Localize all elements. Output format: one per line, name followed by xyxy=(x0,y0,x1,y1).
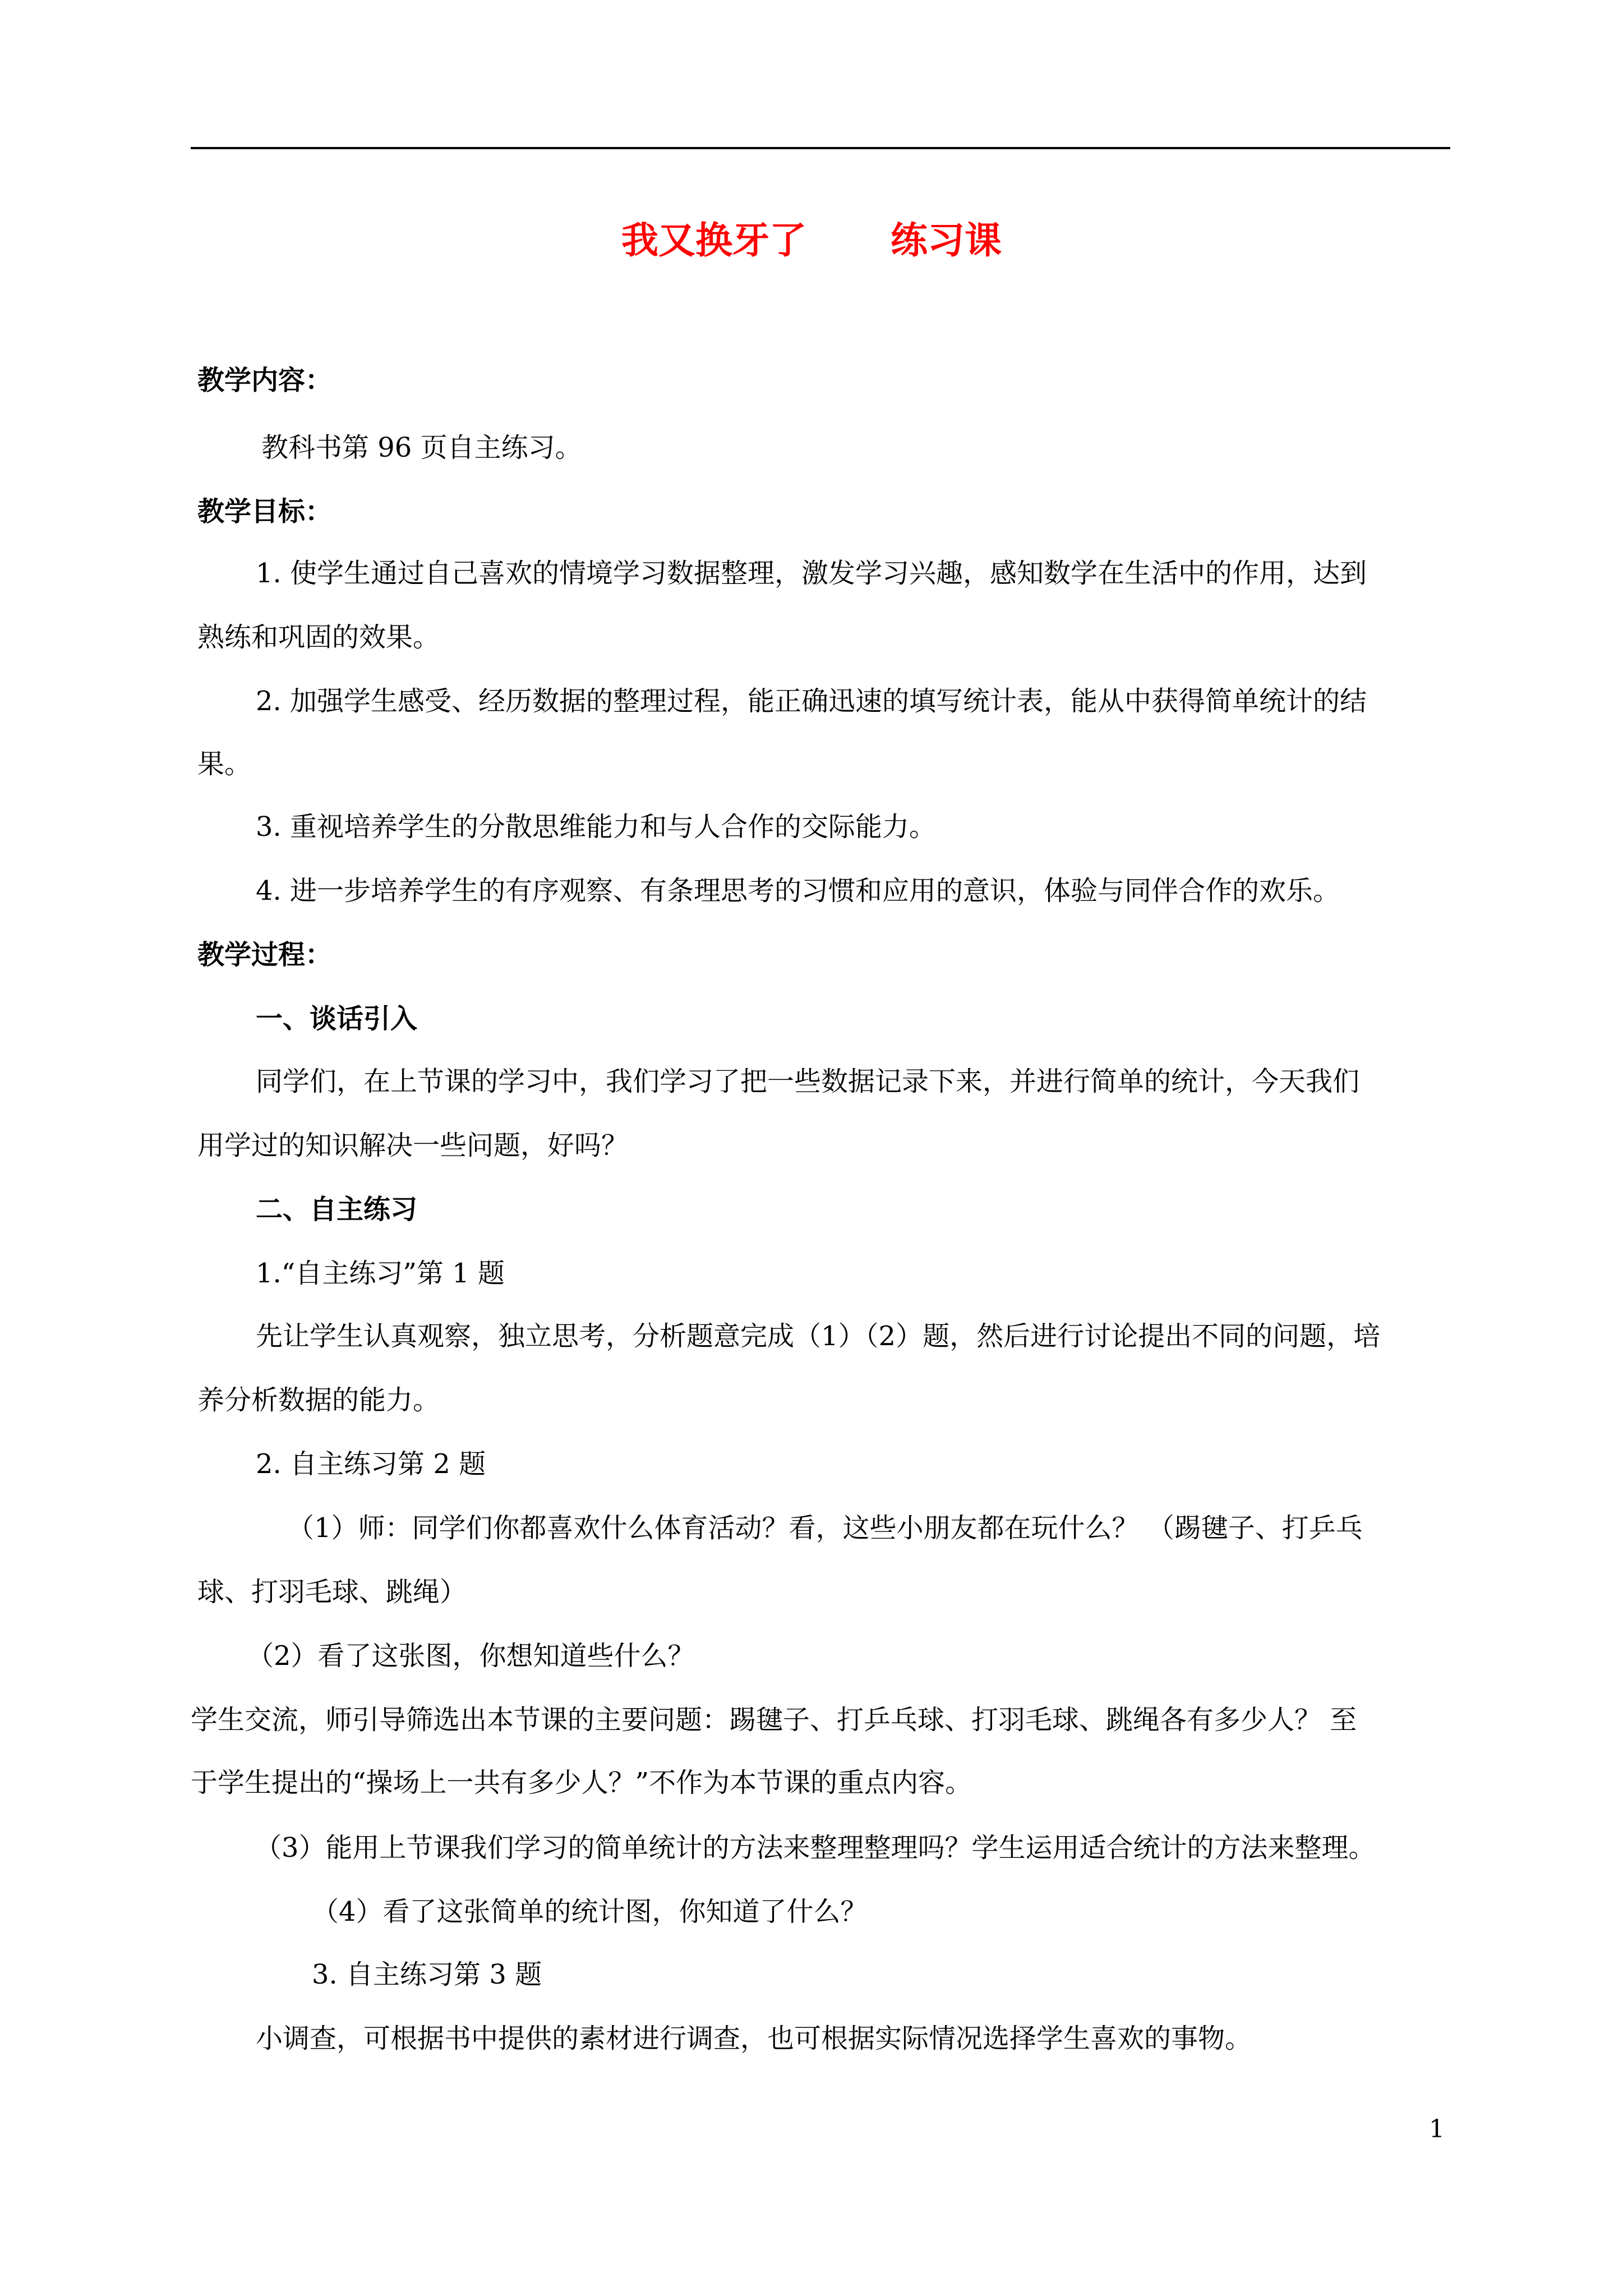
exercise-2-part-1-line-2: 球、打羽毛球、跳绳） xyxy=(197,1576,467,1608)
exercise-2-part-1-line-1: （1）师：同学们你都喜欢什么体育活动？看，这些小朋友都在玩什么？ （踢毽子、打乒乓 xyxy=(287,1512,1363,1544)
intro-line-1: 同学们，在上节课的学习中，我们学习了把一些数据记录下来，并进行简单的统计，今天我们 xyxy=(256,1066,1360,1097)
exercise-1-line-1: 先让学生认真观察，独立思考，分析题意完成（1）（2）题，然后进行讨论提出不同的问题，培 xyxy=(256,1320,1381,1352)
exercise-1-title: 1.“自主练习”第 1 题 xyxy=(256,1258,505,1289)
exercise-2-part-2: （2）看了这张图，你想知道些什么？ xyxy=(247,1640,695,1672)
exercise-2-discussion-line-2: 于学生提出的“操场上一共有多少人？”不作为本节课的重点内容。 xyxy=(191,1767,972,1798)
title-part-2: 练习课 xyxy=(891,218,1002,262)
heading-teaching-goals: 教学目标： xyxy=(197,496,333,527)
exercise-3-text: 小调查，可根据书中提供的素材进行调查，也可根据实际情况选择学生喜欢的事物。 xyxy=(256,2023,1252,2054)
content-text: 教科书第 96 页自主练习。 xyxy=(261,432,582,463)
header-rule xyxy=(191,147,1450,149)
section-2-heading: 二、自主练习 xyxy=(256,1194,418,1225)
page-number: 1 xyxy=(1429,2115,1445,2143)
exercise-2-part-4: （4）看了这张简单的统计图，你知道了什么？ xyxy=(312,1896,868,1927)
goal-1-line-1: 1. 使学生通过自己喜欢的情境学习数据整理，激发学习兴趣，感知数学在生活中的作用，达到 xyxy=(256,558,1367,589)
exercise-3-title: 3. 自主练习第 3 题 xyxy=(312,1959,542,1990)
heading-teaching-content: 教学内容： xyxy=(197,365,333,396)
document-title xyxy=(0,212,1623,268)
heading-teaching-process: 教学过程： xyxy=(197,939,333,970)
exercise-2-part-3: （3）能用上节课我们学习的简单统计的方法来整理整理吗？学生运用适合统计的方法来整理。 xyxy=(255,1832,1376,1864)
title-part-1: 我又换牙了 xyxy=(621,218,806,262)
goal-3: 3. 重视培养学生的分散思维能力和与人合作的交际能力。 xyxy=(256,811,937,843)
goal-4: 4. 进一步培养学生的有序观察、有条理思考的习惯和应用的意识，体验与同伴合作的欢乐。 xyxy=(256,875,1340,907)
exercise-1-line-2: 养分析数据的能力。 xyxy=(197,1384,440,1416)
exercise-2-title: 2. 自主练习第 2 题 xyxy=(256,1448,486,1480)
goal-2-line-2: 果。 xyxy=(197,748,252,780)
goal-1-line-2: 熟练和巩固的效果。 xyxy=(197,622,440,653)
goal-2-line-1: 2. 加强学生感受、经历数据的整理过程，能正确迅速的填写统计表，能从中获得简单统计的结 xyxy=(256,685,1367,717)
section-1-heading: 一、谈话引入 xyxy=(256,1003,418,1034)
intro-line-2: 用学过的知识解决一些问题，好吗？ xyxy=(197,1130,629,1161)
exercise-2-discussion-line-1: 学生交流，师引导筛选出本节课的主要问题：踢毽子、打乒乓球、打羽毛球、跳绳各有多少人？ 至 xyxy=(191,1704,1357,1736)
